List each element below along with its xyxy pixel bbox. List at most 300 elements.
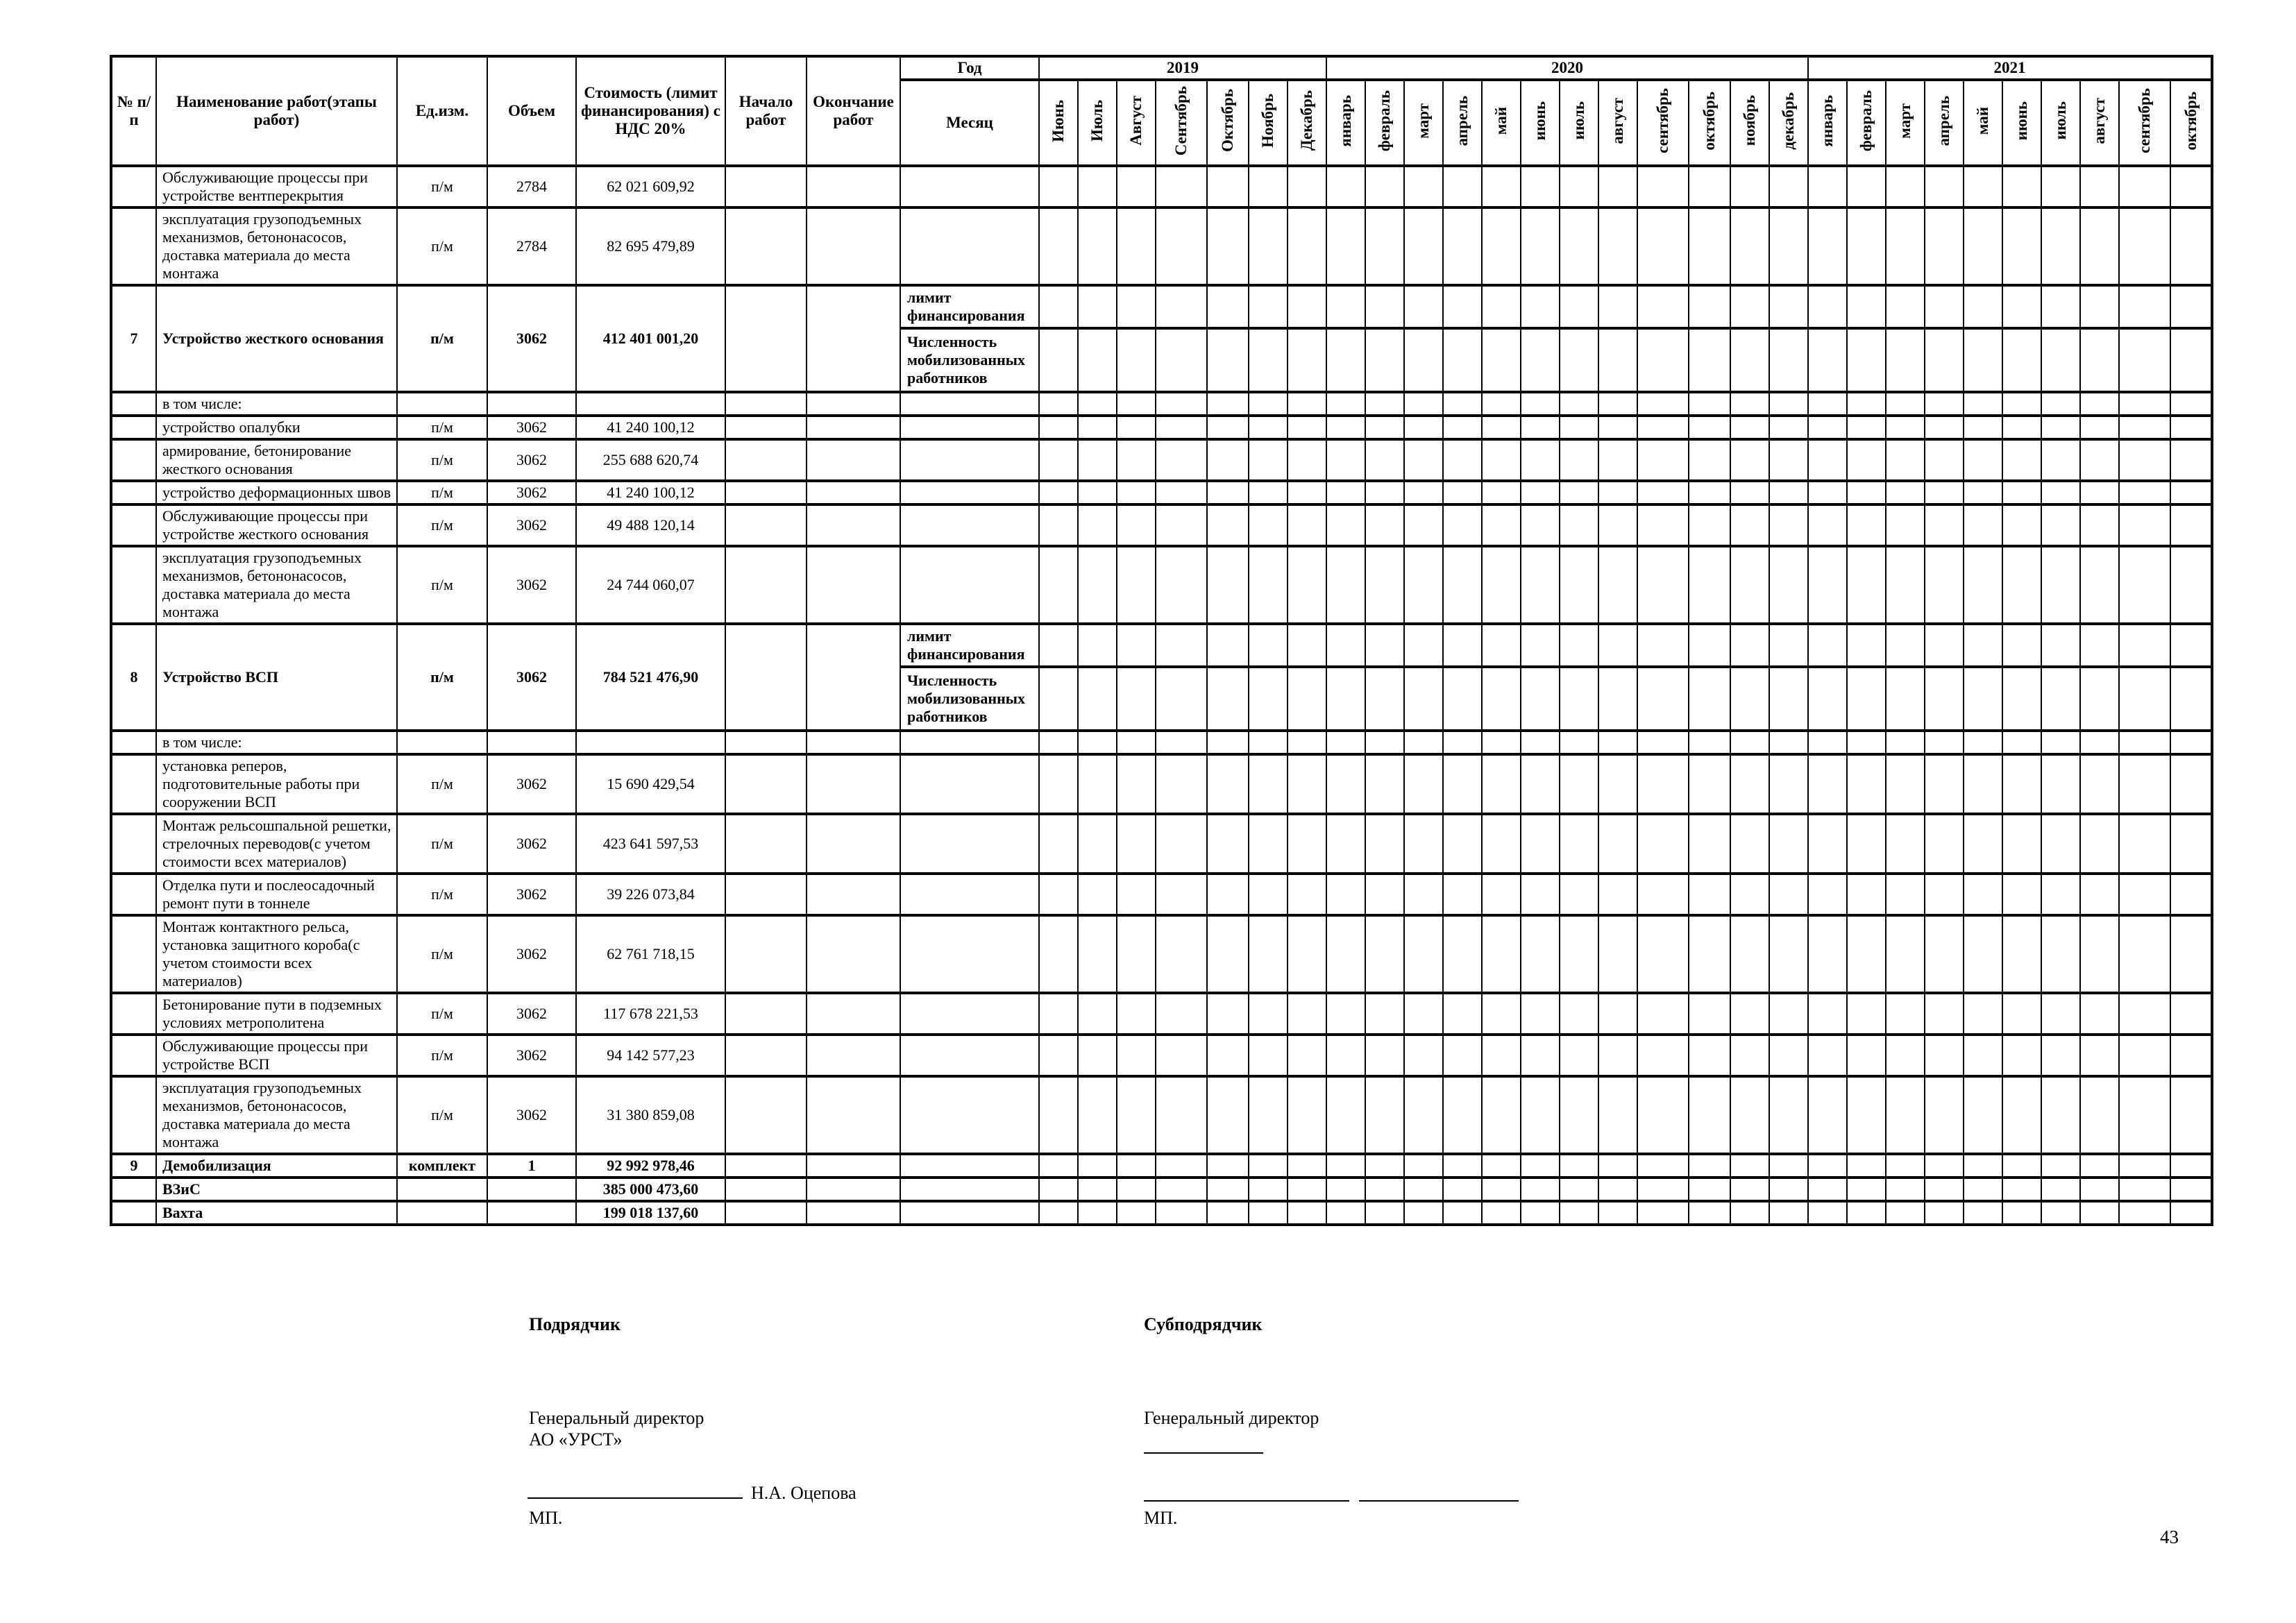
header-month-name — [1326, 80, 1365, 166]
month-cell — [1808, 1201, 1847, 1225]
month-cell — [2041, 328, 2080, 392]
month-cell — [2002, 754, 2041, 814]
month-cell — [1847, 392, 1886, 416]
cell-cost: 31 380 859,08 — [576, 1076, 725, 1154]
month-cell — [2119, 667, 2170, 731]
month-cell — [1689, 207, 1730, 285]
cell-volume: 3062 — [487, 1076, 576, 1154]
month-cell — [1078, 624, 1117, 667]
month-cell — [1207, 481, 1249, 504]
cell-num: 9 — [111, 1154, 156, 1178]
month-label: Июль — [1088, 100, 1106, 142]
month-cell — [1886, 166, 1925, 207]
month-cell — [1689, 546, 1730, 624]
month-cell — [1482, 392, 1521, 416]
month-cell — [1886, 1178, 1925, 1201]
month-cell — [1365, 874, 1404, 915]
cell-unit: п/м — [397, 166, 487, 207]
month-cell — [1326, 1154, 1365, 1178]
month-cell — [2119, 439, 2170, 481]
table-row — [111, 915, 2212, 993]
month-cell — [1078, 814, 1117, 874]
cell-name: Обслуживающие процессы при устройстве вентперекрытия — [156, 166, 397, 207]
month-cell — [2170, 754, 2212, 814]
month-cell — [2080, 814, 2119, 874]
cell-end — [807, 392, 900, 416]
month-cell — [1039, 166, 1078, 207]
cell-num — [111, 754, 156, 814]
month-cell — [1117, 285, 1156, 328]
cell-unit: п/м — [397, 1076, 487, 1154]
month-cell — [1207, 1035, 1249, 1076]
month-cell — [1207, 166, 1249, 207]
month-cell — [1730, 207, 1769, 285]
month-cell — [1925, 814, 1964, 874]
month-cell — [1288, 1154, 1326, 1178]
month-cell — [1637, 624, 1689, 667]
cell-volume: 3062 — [487, 915, 576, 993]
cell-month — [900, 754, 1039, 814]
cell-month — [900, 416, 1039, 439]
month-cell — [1637, 1035, 1689, 1076]
month-cell — [1637, 1076, 1689, 1154]
month-cell — [1769, 481, 1808, 504]
month-cell — [1288, 624, 1326, 667]
month-cell — [1730, 504, 1769, 546]
month-cell — [1482, 814, 1521, 874]
month-cell — [1365, 1076, 1404, 1154]
month-label: сентябрь — [1654, 88, 1671, 153]
month-cell — [1560, 624, 1598, 667]
month-cell — [1689, 874, 1730, 915]
month-cell — [2002, 1154, 2041, 1178]
month-cell — [2170, 207, 2212, 285]
month-label: Ноябрь — [1259, 94, 1276, 148]
month-cell — [1689, 392, 1730, 416]
month-cell — [2170, 504, 2212, 546]
cell-end — [807, 481, 900, 504]
month-cell — [1207, 1154, 1249, 1178]
month-cell — [1847, 1178, 1886, 1201]
contractor-signature-line — [527, 1481, 743, 1499]
cell-unit: п/м — [397, 504, 487, 546]
month-cell — [1769, 1178, 1808, 1201]
month-cell — [1207, 207, 1249, 285]
month-label: Октябрь — [1219, 89, 1236, 153]
cell-start — [725, 1201, 807, 1225]
month-cell — [1365, 1035, 1404, 1076]
month-cell — [1521, 874, 1560, 915]
month-cell — [1156, 1178, 1207, 1201]
month-cell — [1404, 1201, 1443, 1225]
month-cell — [1249, 416, 1288, 439]
header-year-2021: 2021 — [1808, 56, 2212, 80]
contractor-company: АО «УРСТ» — [529, 1429, 623, 1450]
cell-unit: п/м — [397, 207, 487, 285]
month-cell — [1847, 416, 1886, 439]
month-cell — [2080, 207, 2119, 285]
cell-cost: 62 761 718,15 — [576, 915, 725, 993]
month-cell — [1808, 754, 1847, 814]
table-row — [111, 874, 2212, 915]
month-cell — [2119, 1076, 2170, 1154]
month-cell — [2119, 416, 2170, 439]
month-cell — [1365, 285, 1404, 328]
month-cell — [1521, 285, 1560, 328]
month-label: сентябрь — [2136, 88, 2153, 153]
header-month-name — [2080, 80, 2119, 166]
month-cell — [2119, 1201, 2170, 1225]
cell-unit: комплект — [397, 1154, 487, 1178]
month-cell — [2002, 416, 2041, 439]
cell-volume: 3062 — [487, 993, 576, 1035]
month-cell — [1769, 1035, 1808, 1076]
month-cell — [1808, 285, 1847, 328]
cell-name: Обслуживающие процессы при устройстве жесткого основания — [156, 504, 397, 546]
cell-start — [725, 166, 807, 207]
month-cell — [1365, 207, 1404, 285]
month-cell — [1404, 504, 1443, 546]
cell-volume: 1 — [487, 1154, 576, 1178]
month-cell — [1288, 754, 1326, 814]
month-cell — [1730, 874, 1769, 915]
month-cell — [1808, 993, 1847, 1035]
cell-start — [725, 416, 807, 439]
month-cell — [2002, 546, 2041, 624]
cell-start — [725, 993, 807, 1035]
month-cell — [1443, 207, 1482, 285]
month-cell — [1326, 754, 1365, 814]
month-cell — [2041, 754, 2080, 814]
month-cell — [1730, 814, 1769, 874]
month-cell — [1689, 754, 1730, 814]
month-cell — [1078, 416, 1117, 439]
cell-cost: 117 678 221,53 — [576, 993, 725, 1035]
cell-cost: 255 688 620,74 — [576, 439, 725, 481]
month-cell — [2170, 731, 2212, 754]
month-cell — [1365, 731, 1404, 754]
header-month-name — [2041, 80, 2080, 166]
month-cell — [1365, 481, 1404, 504]
header-month-name — [1078, 80, 1117, 166]
table-row — [111, 814, 2212, 874]
month-cell — [1039, 915, 1078, 993]
header-month-name — [1886, 80, 1925, 166]
month-cell — [1925, 439, 1964, 481]
month-cell — [1560, 731, 1598, 754]
cell-unit: п/м — [397, 416, 487, 439]
month-cell — [1482, 481, 1521, 504]
month-cell — [1730, 166, 1769, 207]
header-month-name — [1769, 80, 1808, 166]
cell-num — [111, 481, 156, 504]
header-month-name — [2002, 80, 2041, 166]
month-cell — [1637, 874, 1689, 915]
month-cell — [1443, 814, 1482, 874]
month-cell — [1326, 731, 1365, 754]
month-cell — [2170, 166, 2212, 207]
month-cell — [2041, 874, 2080, 915]
month-cell — [1156, 874, 1207, 915]
month-cell — [1637, 667, 1689, 731]
month-label: Июнь — [1049, 99, 1067, 142]
month-cell — [1637, 731, 1689, 754]
month-cell — [1039, 731, 1078, 754]
month-cell — [1521, 915, 1560, 993]
month-cell — [1925, 328, 1964, 392]
month-cell — [1443, 1035, 1482, 1076]
month-cell — [1521, 328, 1560, 392]
month-cell — [1769, 546, 1808, 624]
month-cell — [1249, 546, 1288, 624]
month-cell — [1560, 416, 1598, 439]
month-cell — [1207, 754, 1249, 814]
month-cell — [1365, 667, 1404, 731]
cell-start — [725, 731, 807, 754]
month-cell — [1560, 874, 1598, 915]
month-cell — [1156, 1035, 1207, 1076]
month-cell — [1249, 207, 1288, 285]
month-cell — [2002, 667, 2041, 731]
month-cell — [1288, 504, 1326, 546]
month-cell — [1404, 624, 1443, 667]
month-cell — [2119, 731, 2170, 754]
month-cell — [1598, 481, 1637, 504]
cell-cost: 94 142 577,23 — [576, 1035, 725, 1076]
month-cell — [2170, 667, 2212, 731]
month-cell — [1521, 392, 1560, 416]
month-cell — [1039, 504, 1078, 546]
month-cell — [2119, 1035, 2170, 1076]
month-cell — [1637, 1201, 1689, 1225]
month-cell — [1808, 1076, 1847, 1154]
header-month-name — [2119, 80, 2170, 166]
month-cell — [1365, 328, 1404, 392]
cell-num — [111, 1201, 156, 1225]
cell-end — [807, 166, 900, 207]
month-cell — [1207, 416, 1249, 439]
month-cell — [2170, 1035, 2212, 1076]
month-cell — [1156, 915, 1207, 993]
month-cell — [1637, 754, 1689, 814]
month-cell — [1365, 439, 1404, 481]
month-cell — [1156, 285, 1207, 328]
month-cell — [1964, 1035, 2002, 1076]
month-cell — [1039, 754, 1078, 814]
month-cell — [1404, 285, 1443, 328]
cell-volume: 3062 — [487, 416, 576, 439]
month-cell — [2002, 1035, 2041, 1076]
month-cell — [1365, 546, 1404, 624]
month-cell — [1117, 993, 1156, 1035]
cell-start — [725, 915, 807, 993]
cell-end — [807, 1178, 900, 1201]
month-cell — [1964, 328, 2002, 392]
month-cell — [1847, 328, 1886, 392]
month-cell — [1117, 624, 1156, 667]
month-cell — [1730, 731, 1769, 754]
month-cell — [1598, 915, 1637, 993]
month-cell — [1637, 993, 1689, 1035]
month-cell — [1847, 915, 1886, 993]
month-cell — [1689, 993, 1730, 1035]
cell-month — [900, 481, 1039, 504]
month-cell — [1886, 993, 1925, 1035]
month-cell — [1288, 166, 1326, 207]
cell-end — [807, 1035, 900, 1076]
month-cell — [1039, 481, 1078, 504]
month-cell — [1404, 731, 1443, 754]
cell-cost: 41 240 100,12 — [576, 481, 725, 504]
month-cell — [1689, 915, 1730, 993]
month-cell — [1404, 1178, 1443, 1201]
table-row — [111, 439, 2212, 481]
month-cell — [1521, 1035, 1560, 1076]
month-cell — [1156, 207, 1207, 285]
table-row — [111, 624, 2212, 667]
cell-num — [111, 166, 156, 207]
month-cell — [1521, 439, 1560, 481]
month-cell — [1404, 328, 1443, 392]
month-cell — [1769, 207, 1808, 285]
month-cell — [1689, 439, 1730, 481]
month-cell — [1443, 1178, 1482, 1201]
cell-name: Обслуживающие процессы при устройстве ВСП — [156, 1035, 397, 1076]
month-cell — [1117, 439, 1156, 481]
month-cell — [1039, 1178, 1078, 1201]
month-cell — [1326, 915, 1365, 993]
table-row — [111, 392, 2212, 416]
month-cell — [1288, 1178, 1326, 1201]
month-cell — [1964, 166, 2002, 207]
header-month-name — [1637, 80, 1689, 166]
month-cell — [1769, 993, 1808, 1035]
month-cell — [1207, 1201, 1249, 1225]
month-cell — [1730, 1201, 1769, 1225]
month-cell — [1521, 416, 1560, 439]
month-cell — [2119, 993, 2170, 1035]
table-row — [111, 504, 2212, 546]
month-cell — [1117, 546, 1156, 624]
month-cell — [2170, 439, 2212, 481]
month-cell — [1964, 504, 2002, 546]
header-year-2019: 2019 — [1039, 56, 1326, 80]
month-cell — [1560, 754, 1598, 814]
month-cell — [1560, 1201, 1598, 1225]
cell-unit: п/м — [397, 754, 487, 814]
month-cell — [2119, 166, 2170, 207]
month-cell — [2080, 915, 2119, 993]
month-label: январь — [1337, 94, 1354, 147]
month-cell — [1598, 328, 1637, 392]
month-cell — [1365, 624, 1404, 667]
month-cell — [1326, 504, 1365, 546]
month-cell — [1964, 546, 2002, 624]
month-cell — [1560, 504, 1598, 546]
month-cell — [1598, 392, 1637, 416]
month-cell — [1521, 207, 1560, 285]
month-cell — [1521, 754, 1560, 814]
month-cell — [2002, 285, 2041, 328]
month-cell — [1847, 754, 1886, 814]
month-cell — [1404, 993, 1443, 1035]
month-cell — [1925, 392, 1964, 416]
month-cell — [2002, 328, 2041, 392]
month-cell — [1730, 546, 1769, 624]
month-cell — [1482, 1201, 1521, 1225]
month-cell — [2041, 285, 2080, 328]
month-cell — [1482, 624, 1521, 667]
month-cell — [1117, 481, 1156, 504]
cell-name: Монтаж контактного рельса, установка защитного короба(с учетом стоимости всех материалов) — [156, 915, 397, 993]
month-cell — [1847, 546, 1886, 624]
month-cell — [1156, 416, 1207, 439]
month-cell — [2002, 1178, 2041, 1201]
month-cell — [1249, 624, 1288, 667]
month-cell — [1404, 1154, 1443, 1178]
month-cell — [1249, 392, 1288, 416]
month-cell — [1326, 1035, 1365, 1076]
month-cell — [2080, 993, 2119, 1035]
cell-end — [807, 1201, 900, 1225]
table-row — [111, 754, 2212, 814]
cell-month — [900, 439, 1039, 481]
month-cell — [1404, 416, 1443, 439]
month-cell — [1249, 1035, 1288, 1076]
header-month-name — [1521, 80, 1560, 166]
month-cell — [1886, 1076, 1925, 1154]
month-cell — [2002, 624, 2041, 667]
month-cell — [1730, 1076, 1769, 1154]
cell-num — [111, 1178, 156, 1201]
month-cell — [1404, 814, 1443, 874]
header-volume: Объем — [487, 56, 576, 166]
cell-end — [807, 993, 900, 1035]
month-cell — [1482, 504, 1521, 546]
cell-unit: п/м — [397, 915, 487, 993]
table-row — [111, 1178, 2212, 1201]
header-month-name — [1560, 80, 1598, 166]
month-cell — [1521, 731, 1560, 754]
month-cell — [2170, 874, 2212, 915]
month-cell — [1925, 754, 1964, 814]
month-cell — [1039, 814, 1078, 874]
month-cell — [2119, 328, 2170, 392]
header-month-name — [1365, 80, 1404, 166]
month-cell — [1769, 416, 1808, 439]
cell-num — [111, 207, 156, 285]
month-cell — [1443, 731, 1482, 754]
month-cell — [1443, 915, 1482, 993]
month-cell — [2041, 915, 2080, 993]
month-cell — [1925, 481, 1964, 504]
month-cell — [2119, 624, 2170, 667]
cell-unit: п/м — [397, 546, 487, 624]
month-cell — [1808, 207, 1847, 285]
month-label: май — [1492, 106, 1510, 135]
month-cell — [1925, 667, 1964, 731]
month-cell — [2041, 481, 2080, 504]
cell-name: ВЗиС — [156, 1178, 397, 1201]
cell-cost: 92 992 978,46 — [576, 1154, 725, 1178]
month-cell — [1886, 439, 1925, 481]
contractor-seal: МП. — [529, 1508, 563, 1528]
month-cell — [1637, 328, 1689, 392]
month-cell — [1482, 1178, 1521, 1201]
month-cell — [1249, 285, 1288, 328]
month-cell — [1443, 754, 1482, 814]
month-cell — [2002, 392, 2041, 416]
